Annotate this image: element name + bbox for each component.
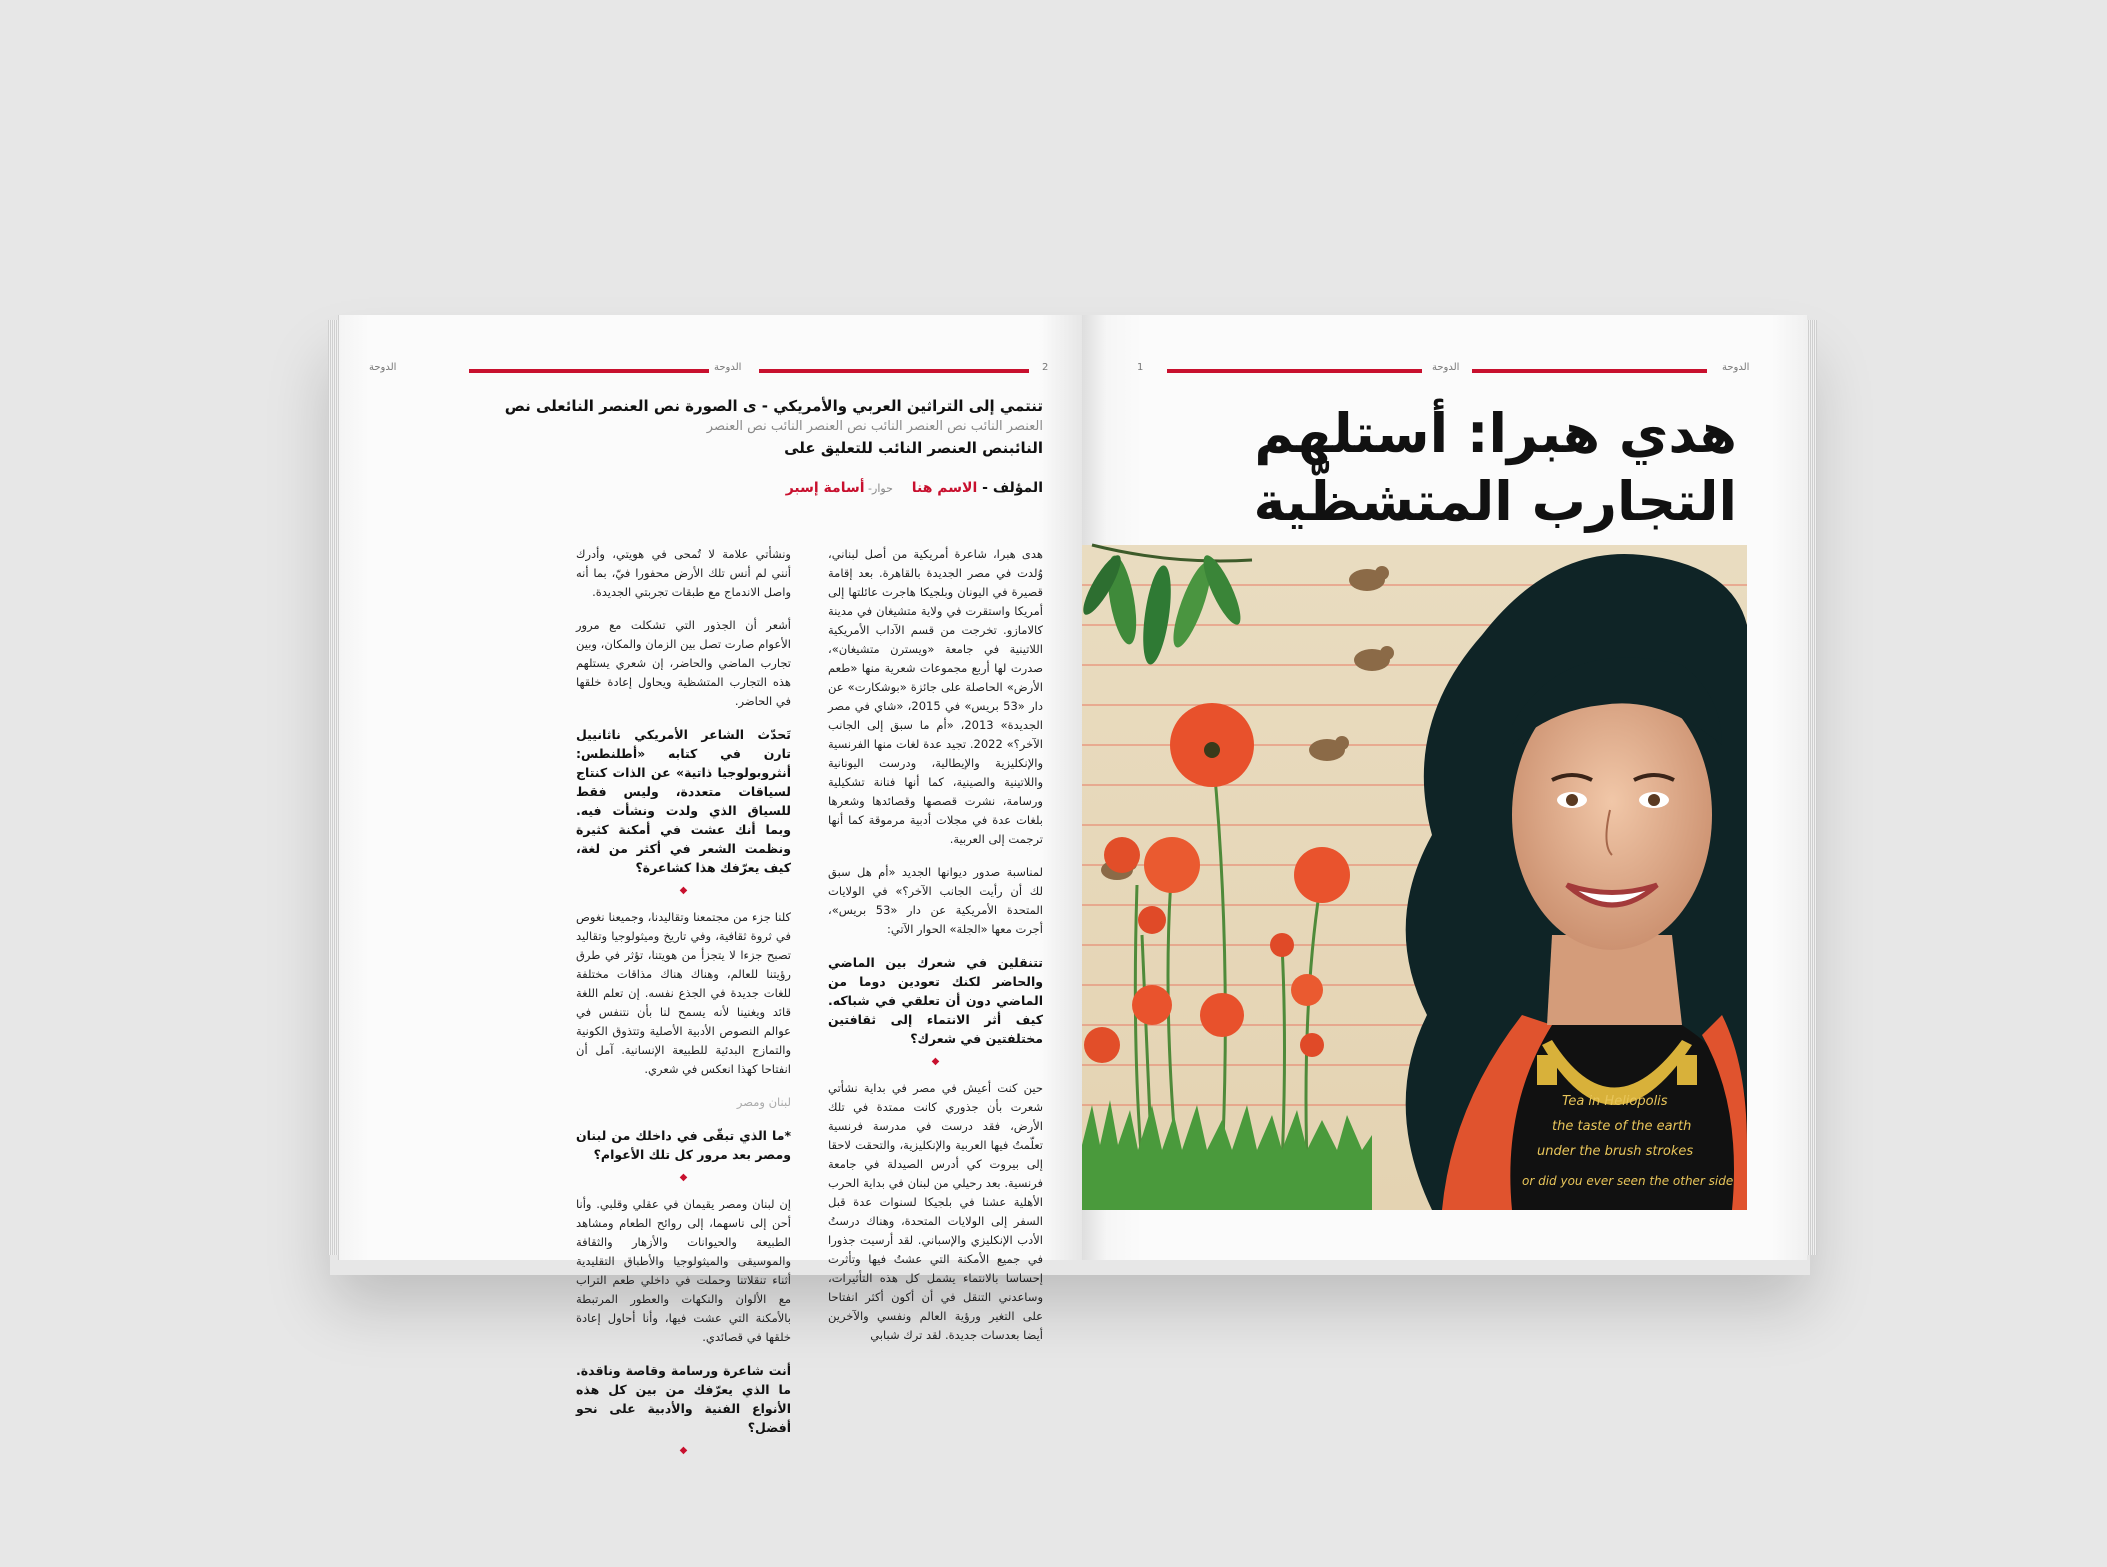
- page-stack-right: [1807, 320, 1817, 1255]
- author-label: المؤلف -: [977, 480, 1043, 496]
- right-header: [1137, 360, 1777, 380]
- magazine-logo: الدوحة: [369, 362, 397, 373]
- body-paragraph: أشعر أن الجذور التي تشكلت مع مرور الأعوام صارت تصل بين الزمان والمكان، وبين تجارب الماضي والحاضر، إن شعري يستلهم هذه التجارب المتشظية ويحاول إعادة خلقها في الحاضر.: [576, 618, 791, 708]
- credits: [786, 480, 1043, 496]
- necklace-line: under the brush strokes: [1537, 1144, 1694, 1159]
- left-header: [369, 360, 1059, 380]
- interview-label: حوار-: [864, 482, 893, 495]
- body-paragraph: حين كنت أعيش في مصر في بداية نشأتي شعرت بأن جذوري كانت ممتدة في تلك الأرض، فقد درست في مدرسة فرنسية تعلّمتُ فيها العربية والإنكليزية، والتحقت لاحقا إلى بيروت كي أدرس الصيدلة في جامعة فرنسية. بعد رحيلي من لبنان في بداية الحرب الأهلية عشنا في بلجيكا لسنوات عدة قبل السفر إلى الولايات المتحدة، وهناك درستُ الأدب الإنكليزي والإسباني. لقد أرسيت جذورا في جميع الأمكنة التي عشتُ فيها وتأثرت إحساسا بالانتماء يشمل كل هذه التأثيرات، وساعدني التنقل في أن أكون أكثر انفتاحا على التغير ورؤية العالم ونفسي والآخرين أيضا بعدسات جديدة. لقد ترك شبابي: [828, 1081, 1043, 1342]
- portrait-illustration: [1082, 545, 1747, 1210]
- body-paragraph: لمناسبة صدور ديوانها الجديد «أم هل سبق لك أن رأيت الجانب الآخر؟» في الولايات المتحدة الأمريكية عن دار «53 بريس»، أجرت معها «الجلة» الحوار الآتي:: [828, 865, 1043, 936]
- diamond-icon: ◆: [679, 885, 688, 896]
- text-column-left: [576, 545, 791, 1468]
- interview-question: أنت شاعرة ورسامة وقاصة وناقدة. ما الذي يعرّفك من بين كل هذه الأنواع الفنية والأدبية على نحو أفضل؟: [576, 1363, 791, 1435]
- page-number: 2: [1042, 362, 1049, 373]
- body-paragraph: هدى هبرا، شاعرة أمريكية من أصل لبناني، وُلدت في مصر الجديدة بالقاهرة. بعد إقامة قصيرة في اليونان وبلجيكا هاجرت عائلتها إلى أمريكا واستقرت في ولاية متشيغان في مدينة كالامازو. تخرجت من قسم الآداب الأمريكية اللاتينية في جامعة «ويسترن متشيغان»، صدرت لها أربع مجموعات شعرية منها «طعم الأرض» الحاصلة على جائزة «بوشكارت» عن دار «53 بريس» في 2015، «شاي في مصر الجديدة» 2013، «أم ما سبق إلى الجانب الآخر؟» 2022. تجيد عدة لغات منها الفرنسية والإنكليزية والإيطالية، ودرست اليونانية واللاتينية والصينية، كما أنها فنانة تشكيلية ورسامة، نشرت قصصها وقصائدها وشعرها بلغات عدة في مجلات أدبية مرموقة كما أنها ترجمت إلى العربية.: [828, 547, 1043, 846]
- interview-question: تتنقلين في شعرك بين الماضي والحاضر لكنك تعودين دوما من الماضي دون أن تعلقي في شباكه. كيف أثر الانتماء إلى ثقافتين مختلفتين في شعرك؟: [828, 955, 1043, 1046]
- deck-line: النائبنص العنصر النائب للتعليق على: [784, 439, 1043, 457]
- diamond-icon: ◆: [679, 1172, 688, 1183]
- header-bar: [1472, 369, 1707, 373]
- article-title: [1253, 400, 1737, 536]
- title-line: هدي هبرا: أستلهم: [1254, 402, 1737, 465]
- page-number: 1: [1137, 362, 1144, 373]
- text-column-right: [828, 545, 1043, 1359]
- author-name: الاسم هنا: [911, 480, 978, 496]
- right-page: [1082, 315, 1807, 1260]
- necklace-line: Tea in Heliopolis: [1562, 1094, 1668, 1109]
- necklace-line: the taste of the earth: [1552, 1119, 1692, 1134]
- body-paragraph: إن لبنان ومصر يقيمان في عقلي وقلبي. وأنا أحن إلى ناسهما، إلى روائح الطعام ومشاهد الطبيعة والحيوانات والأزهار والثقافة والموسيقى والميثولوجيا والأطباق التقليدية أثناء تنقلاتنا وحملت في داخلي طعم التراب مع الألوان والنكهات والعطور المرتبطة بالأمكنة التي عشت فيها، وأنا أحاول إعادة خلقها في قصائدي.: [576, 1197, 791, 1344]
- page-stack-left: [328, 320, 338, 1255]
- diamond-icon: ◆: [931, 1056, 940, 1067]
- subheading: لبنان ومصر: [736, 1095, 791, 1109]
- body-paragraph: كلنا جزء من مجتمعنا وتقاليدنا، وجميعنا نغوص في ثروة ثقافية، وفي تاريخ وميثولوجيا وتقاليد تصبح جزءا لا يتجزأ من هويتنا، تؤثر في طرق رؤيتنا للعالم، وهناك هناك مذاقات مختلفة للغات جديدة في الجذع نفسه. إن تعلم اللغة قائد ويغنينا لأنه يسمح لنا بأن نتنفس في عوالم النصوص الأدبية الأصلية وتتذوق الكونية والتمازج البدئية للطبيعة الإنسانية. آمل أن انفتاحا كهذا انعكس في شعري.: [576, 910, 791, 1076]
- left-page: [338, 315, 1083, 1456]
- diamond-icon: ◆: [679, 1445, 688, 1456]
- interviewer-name: أسامة إسبر: [785, 480, 865, 496]
- header-bar: [759, 369, 1029, 373]
- necklace-line: or did you ever seen the other side: [1522, 1174, 1734, 1188]
- interview-question: *ما الذي تبقّى في داخلك من لبنان ومصر بعد مرور كل تلك الأعوام؟: [576, 1128, 791, 1162]
- interview-question: تَحدّث الشاعر الأمريكي ناثانييل تارن في كتابه «أطلنطس: أنثروبولوجيا ذاتية» عن الذات كنتاج لسياقات متعددة، وليس فقط للسياق الذي ولدت ونشأت فيه. وبما أنك عشت في أمكنة كثيرة ونظمت الشعر في أكثر من لغة، كيف يعرّفك هذا كشاعرة؟: [576, 727, 791, 875]
- title-line: التجارب المتشظّية: [1253, 470, 1737, 533]
- article-deck: [483, 395, 1043, 459]
- deck-line: العنصر النائب نص العنصر النائب نص العنصر النائب نص العنصر: [706, 419, 1043, 434]
- magazine-logo: الدوحة: [1722, 362, 1750, 373]
- header-bar: [469, 369, 709, 373]
- section-label: الدوحة: [714, 362, 742, 373]
- header-bar: [1167, 369, 1422, 373]
- deck-line: تنتمي إلى التراثين العربي والأمريكي - ى الصورة نص العنصر النائعلى نص: [504, 397, 1043, 415]
- section-label: الدوحة: [1432, 362, 1460, 373]
- body-paragraph: ونشأتي علامة لا تُمحى في هويتي، وأدرك أنني لم أنس تلك الأرض محفورا فيّ، بما أنه واصل الاندماج مع طبقات تجربتي الجديدة.: [576, 547, 791, 599]
